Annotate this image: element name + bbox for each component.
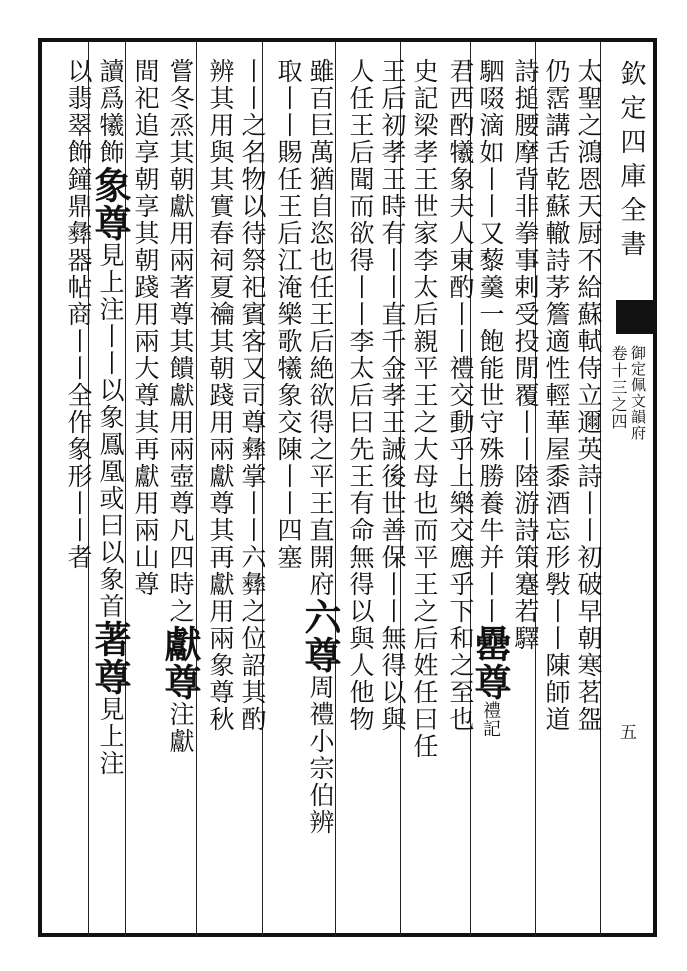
headword: 著尊 — [88, 620, 132, 696]
column-text: 周禮小宗伯辨 — [306, 674, 335, 836]
column-text: 君西酌犧象夫人東酌丨丨禮交動乎上樂交應乎下和之至也 — [446, 58, 475, 733]
column-text: 讀爲犧飾 — [96, 58, 125, 166]
text-column — [58, 58, 98, 938]
column-text: 見上注 — [96, 696, 125, 777]
column-text: 詩搥腰摩背非拳事剌受投閒覆丨丨陸游詩策蹇若驛 — [511, 58, 540, 652]
text-column — [505, 58, 545, 938]
column-text: 間祀追享朝享其朝踐用兩大尊其再獻用兩山尊 — [131, 58, 160, 598]
column-text: 注獻 — [166, 701, 195, 755]
text-column — [200, 58, 240, 938]
text-column — [440, 58, 480, 938]
page-number: 五 — [620, 723, 637, 743]
column-text: 史記梁孝王世家李太后親平王之大母也而平王之后姓任曰任 — [410, 58, 439, 760]
text-column — [340, 58, 380, 938]
column-text: 嘗冬烝其朝獻用兩著尊其饋獻用兩壺尊凡四時之 — [166, 58, 195, 625]
headword: 獻尊 — [158, 625, 202, 701]
work-title: 御定佩文韻府 — [629, 345, 647, 441]
column-text: 禮記 — [480, 701, 501, 737]
fish-tail-mark — [616, 300, 656, 334]
headword: 罍尊 — [468, 625, 512, 701]
column-text: 雖百巨萬猶自恣也任王后絶欲得之平王直開府 — [306, 58, 335, 598]
column-text: 人任王后聞而欲得丨丨李太后曰先王有命無得以與人他物 — [346, 58, 375, 733]
headword: 六尊 — [298, 598, 342, 674]
column-text: 見上注丨丨以象鳳凰或曰以象首 — [96, 242, 125, 620]
book-title: 欽定四庫全書 — [616, 60, 646, 264]
text-column — [268, 58, 308, 938]
column-text: 丨丨之名物以待祭祀賓客又司尊彝掌丨丨六彝之位詔其酌 — [238, 58, 267, 733]
column-text: 王后初孝王時有丨丨直千金孝王誡後世善保丨丨無得以與 — [378, 58, 407, 733]
column-text: 太聖之鴻恩天厨不給蘇軾侍立邇英詩丨丨初破早朝寒茗盌 — [574, 58, 603, 733]
volume-label: 卷十三之四 — [609, 345, 628, 430]
column-text: 駟啜滴如丨丨又藜羹一飽能世守殊勝養牛并丨丨 — [476, 58, 505, 625]
column-text: 丨丨者 — [64, 490, 93, 571]
column-text: 仍霑講舌乾蘇轍詩茅簷適性輕華屋黍酒忘形斅丨丨陳師道 — [542, 58, 571, 733]
column-text: 辨其用與其實春祠夏禴其朝踐用兩獻尊其再獻用兩象尊秋 — [206, 58, 235, 733]
column-text: 取丨丨賜任王后江淹樂歌犧象交陳丨丨四塞 — [274, 58, 303, 571]
column-text: 以翡翠飾鐘鼎彝器帖商丨丨全作象形 — [64, 58, 93, 490]
headword: 象尊 — [88, 166, 132, 242]
text-column — [160, 58, 200, 938]
